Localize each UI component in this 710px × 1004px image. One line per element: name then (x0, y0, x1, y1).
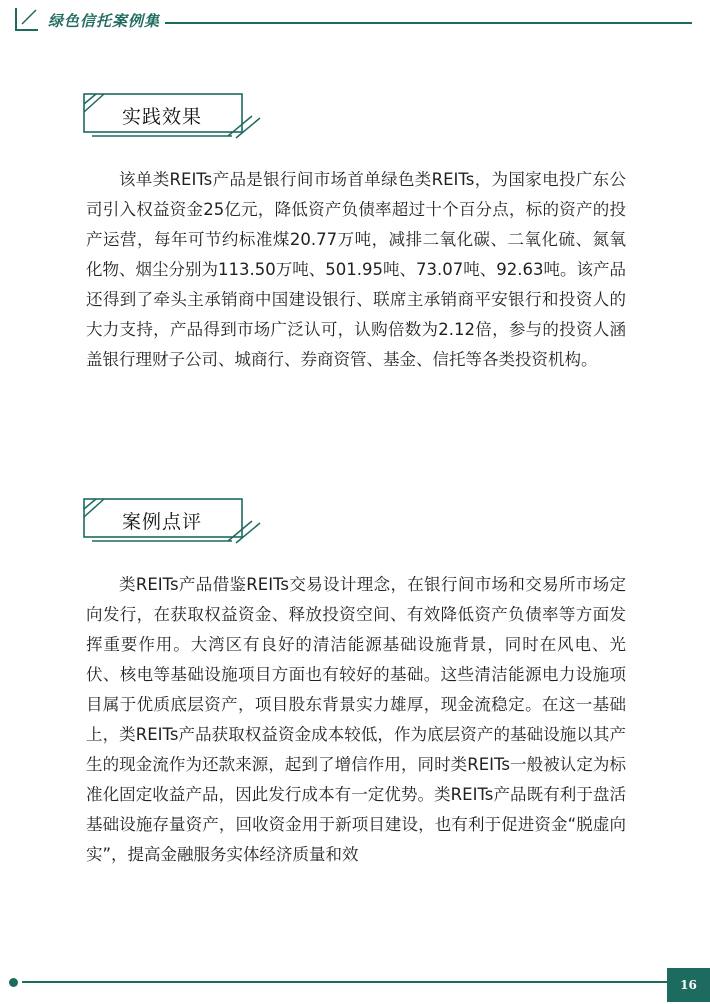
page-number: 16 (667, 968, 710, 1002)
corner-decoration-icon (14, 6, 40, 34)
footer-divider (22, 981, 667, 983)
header-title: 绿色信托案例集 (48, 12, 161, 30)
header-divider (165, 22, 692, 24)
footer-dot (9, 978, 18, 987)
section-heading-practice-effect (82, 92, 262, 142)
section-heading-case-review (82, 497, 262, 547)
case-review-paragraph: 类REITs产品借鉴REITs交易设计理念，在银行间市场和交易所市场定向发行，在获取权益资金、释放投资空间、有效降低资产负债率等方面发挥重要作用。大湾区有良好的清洁能源基础设施背景，同时在风电、光伏、核电等基础设施项目方面也有较好的基础。这些清洁能源电力设施项目属于优质底层资产，项目股东背景实力雄厚，现金流稳定。在这一基础上，类REITs产品获取权益资金成本较低，作为底层资产的基础设施以其产生的现金流作为还款来源，起到了增信作用，同时类REITs一般被认定为标准化固定收益产品，因此发行成本有一定优势。类REITs产品既有利于盘活基础设施存量资产，回收资金用于新项目建设，也有利于促进资金“脱虚向实”，提高金融服务实体经济质量和效 (86, 575, 626, 864)
practice-effect-paragraph: 该单类REITs产品是银行间市场首单绿色类REITs，为国家电投广东公司引入权益资金25亿元，降低资产负债率超过十个百分点，标的资产的投产运营，每年可节约标准煤20.77万吨，减排二氧化碳、二氧化硫、氮氧化物、烟尘分别为113.50万吨、501.95吨、73.07吨、92.63吨。该产品还得到了牵头主承销商中国建设银行、联席主承销商平安银行和投资人的大力支持，产品得到市场广泛认可，认购倍数为2.12倍，参与的投资人涵盖银行理财子公司、城商行、券商资管、基金、信托等各类投资机构。 (86, 170, 626, 369)
section-title: 实践效果 (121, 105, 202, 128)
section-title: 案例点评 (121, 510, 202, 533)
